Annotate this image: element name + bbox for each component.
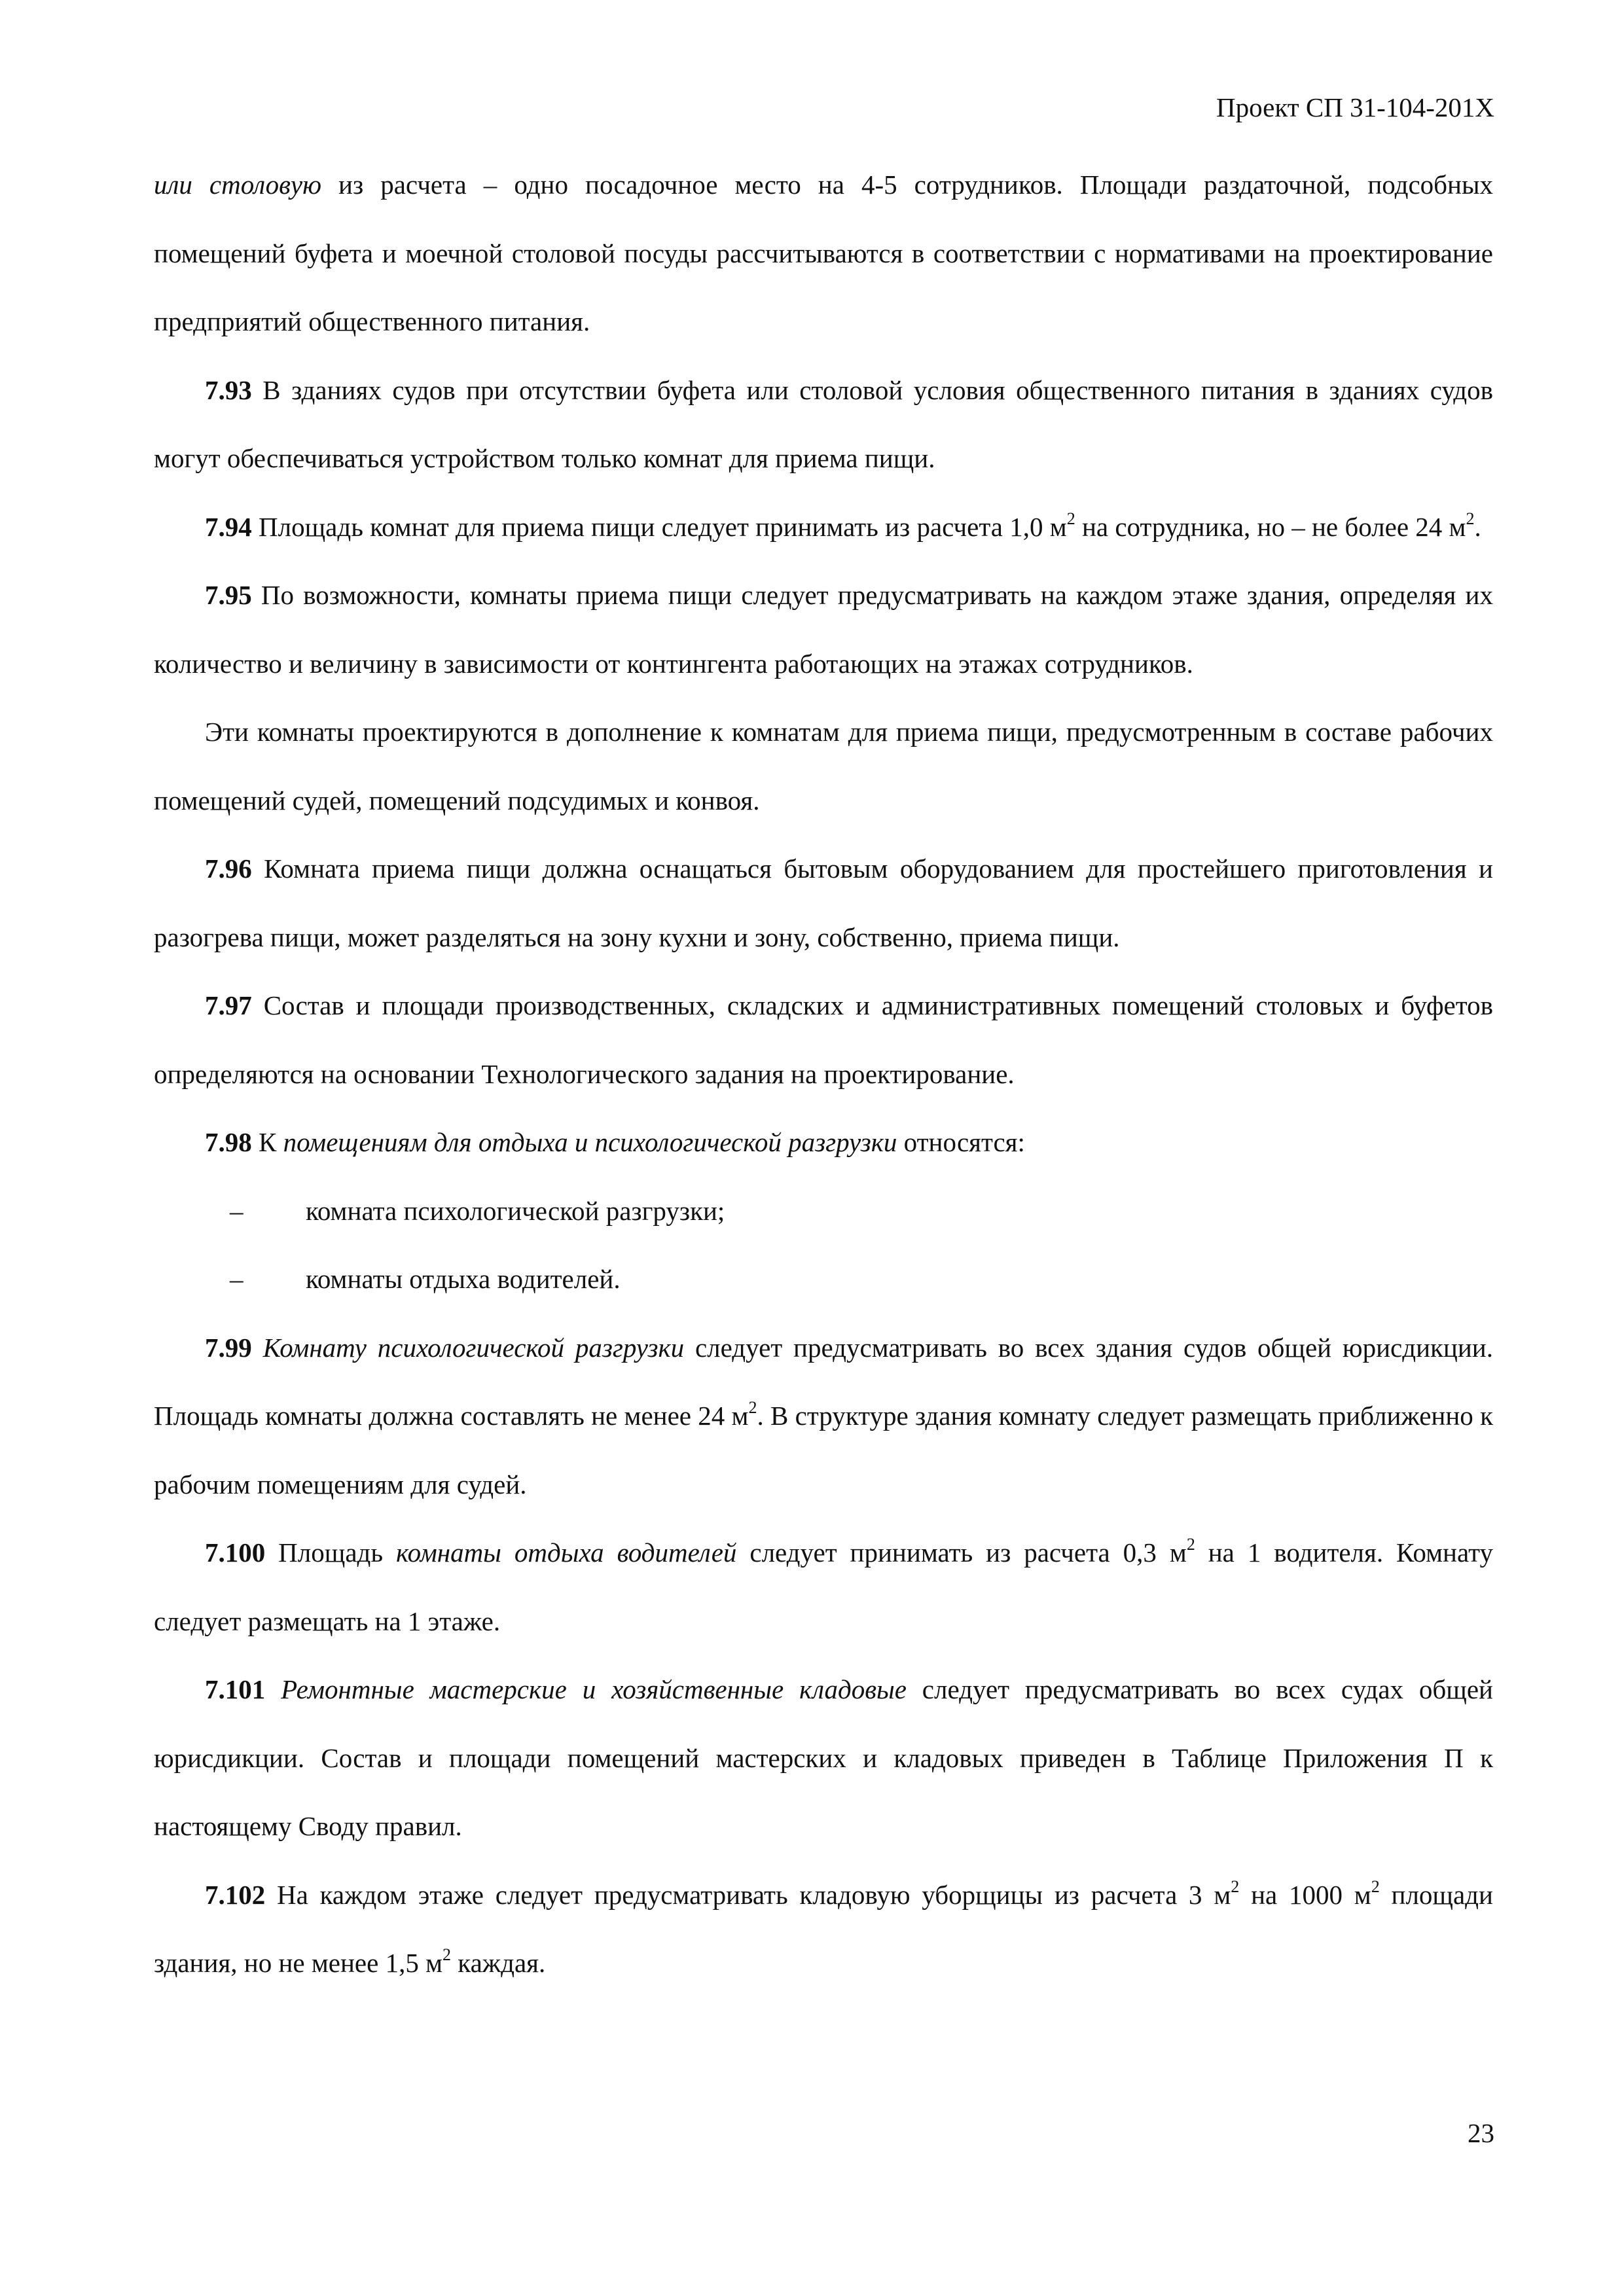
paragraph-continuation: или столовую из расчета – одно посадочное место на 4-5 сотрудников. Площади раздаточной, подсобных помещений буфета и моечной столовой посуды рассчитываются в соответствии с нормативами на проектирование предприятий общественного питания.: [154, 170, 1493, 336]
list-item: – комнаты отдыха водителей.: [154, 1245, 1493, 1314]
dash-bullet: –: [230, 1195, 244, 1226]
list-item: – комната психологической разгрузки;: [154, 1177, 1493, 1246]
clause-7-96: 7.96 Комната приема пищи должна оснащаться бытовым оборудованием для простейшего приготовления и разогрева пищи, может разделяться на зону кухни и зону, собственно, приема пищи.: [154, 853, 1493, 952]
italic-term: Ремонтные мастерские и хозяйственные кладовые: [265, 1674, 907, 1704]
clause-7-98: 7.98 К помещениям для отдыха и психологической разгрузки относятся:: [205, 1127, 1025, 1157]
running-header: Проект СП 31-104-201Х: [1216, 92, 1494, 122]
clause-7-99: 7.99 Комнату психологической разгрузки следует предусматривать во всех здания судов общей юрисдикции. Площадь комнаты должна составлять не менее 24 $м^2$. В структуре здания комнату следует размещать приближенно к рабочим помещениям для судей.: [154, 1332, 1493, 1499]
clause-number: 7.93: [205, 374, 252, 405]
clause-7-95: 7.95 По возможности, комнаты приема пищи следует предусматривать на каждом этаже здания, определяя их количество и величину в зависимости от контингента работающих на этажах сотрудников.: [154, 580, 1493, 679]
clause-number: 7.95: [205, 580, 252, 610]
clause-7-101: 7.101 Ремонтные мастерские и хозяйственные кладовые следует предусматривать во всех судах общей юрисдикции. Состав и площади помещений мастерских и кладовых приведен в Таблице Приложения П к настоящему Своду правил.: [154, 1674, 1493, 1841]
italic-term: помещениям для отдыха и психологической разгрузки: [283, 1127, 897, 1157]
dash-bullet: –: [230, 1264, 244, 1294]
clause-number: 7.94: [205, 511, 252, 542]
clause-number: 7.97: [205, 990, 252, 1020]
clause-7-102: 7.102 На каждом этаже следует предусматривать кладовую уборщицы из расчета 3 $м^2$ на 1000 $м^2$ площади здания, но не менее 1,5 $м^2$ каждая.: [154, 1876, 1493, 1978]
italic-term: или столовую: [154, 170, 321, 200]
document-body: [154, 151, 1493, 1998]
clause-7-95-continuation: Эти комнаты проектируются в дополнение к комнатам для приема пищи, предусмотренным в составе рабочих помещений судей, помещений подсудимых и конвоя.: [154, 717, 1493, 816]
clause-7-93: 7.93 В зданиях судов при отсутствии буфета или столовой условия общественного питания в зданиях судов могут обеспечиваться устройством только комнат для приема пищи.: [154, 374, 1493, 473]
italic-term: Комнату психологической разгрузки: [251, 1332, 685, 1363]
clause-number: 7.99: [205, 1332, 252, 1363]
clause-7-100: 7.100 Площадь комнаты отдыха водителей следует принимать из расчета 0,3 $м^2$ на 1 водителя. Комнату следует размещать на 1 этаже.: [154, 1535, 1493, 1636]
clause-number: 7.98: [205, 1127, 252, 1157]
clause-7-94: 7.94 Площадь комнат для приема пищи следует принимать из расчета 1,0 $м^2$ на сотрудника, но – не более 24 $м^2$.: [205, 509, 1481, 542]
page-number: 23: [1468, 2118, 1494, 2148]
italic-term: комнаты отдыха водителей: [396, 1537, 737, 1568]
clause-7-97: 7.97 Состав и площади производственных, складских и административных помещений столовых и буфетов определяются на основании Технологического задания на проектирование.: [154, 990, 1493, 1089]
clause-number: 7.102: [205, 1879, 266, 1910]
clause-number: 7.96: [205, 853, 252, 884]
clause-number: 7.100: [205, 1537, 266, 1568]
clause-number: 7.101: [205, 1674, 266, 1704]
